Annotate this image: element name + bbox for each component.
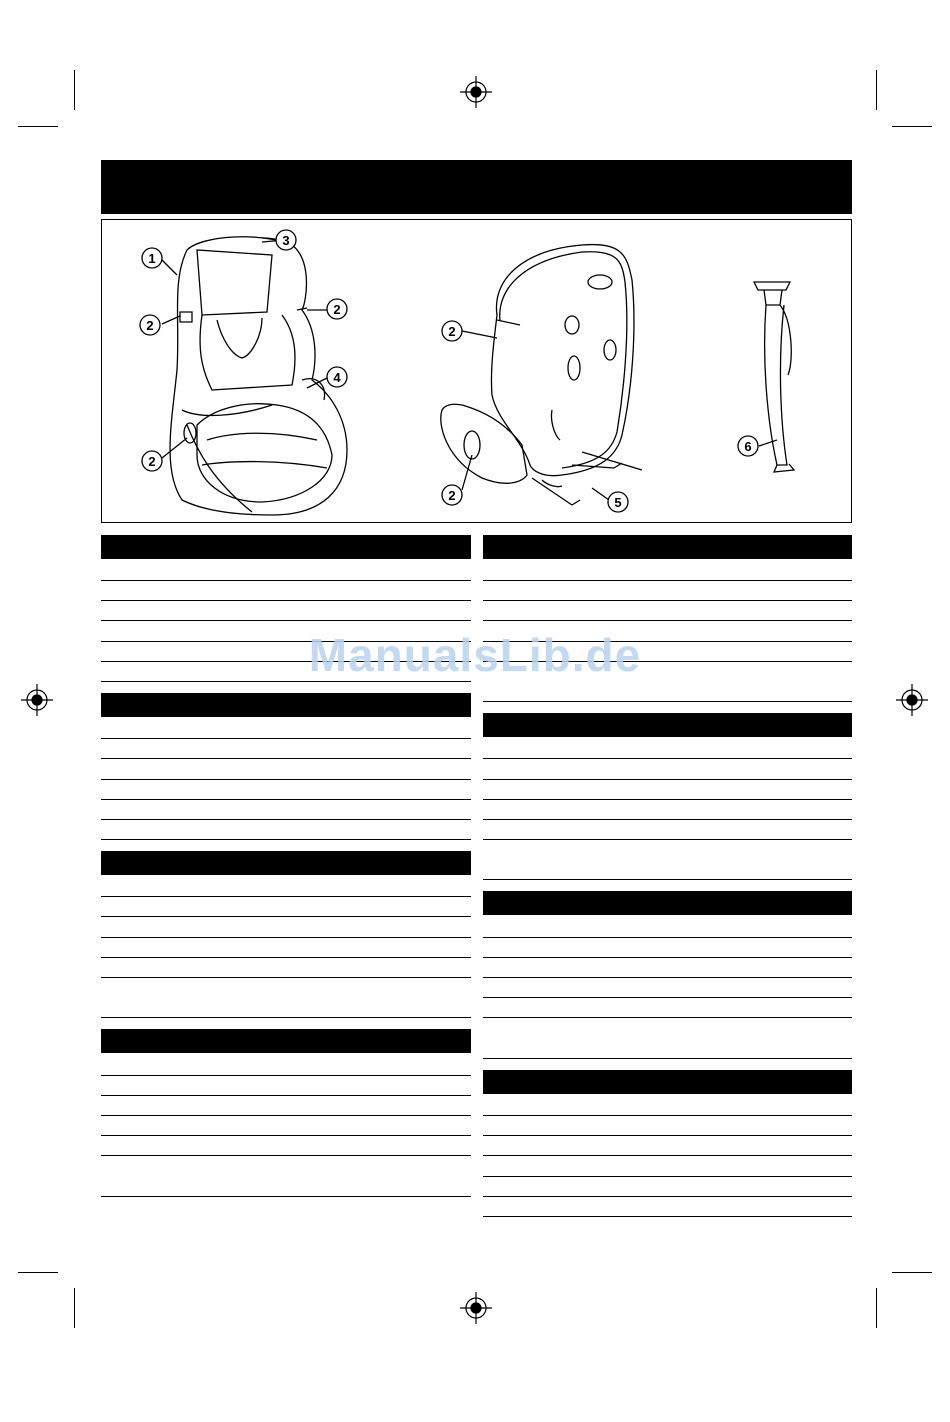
form-line	[101, 779, 471, 780]
form-line	[483, 779, 852, 780]
form-line	[101, 1135, 471, 1136]
section-header	[101, 1029, 471, 1053]
form-line	[101, 916, 471, 917]
title-banner	[101, 160, 852, 214]
section-header	[101, 693, 471, 717]
form-line	[483, 879, 852, 880]
section-header	[483, 891, 852, 915]
form-line	[483, 758, 852, 759]
callout-label: 6	[744, 439, 752, 454]
form-line	[483, 957, 852, 958]
form-line	[101, 1196, 471, 1197]
form-line	[483, 1058, 852, 1059]
booster-seat-rear-drawing	[441, 245, 642, 505]
form-line	[483, 819, 852, 820]
form-line	[101, 977, 471, 978]
form-line	[101, 600, 471, 601]
section-header	[483, 1070, 852, 1094]
form-line	[483, 997, 852, 998]
form-line	[483, 1176, 852, 1177]
form-line	[483, 701, 852, 702]
booster-seat-front-drawing	[170, 237, 347, 515]
form-line	[101, 1115, 471, 1116]
form-line	[483, 1216, 852, 1217]
form-line	[101, 580, 471, 581]
registration-target-icon	[460, 1292, 492, 1324]
callout-label: 5	[614, 495, 622, 510]
form-line	[101, 1075, 471, 1076]
form-line	[483, 977, 852, 978]
car-seat-illustration	[102, 220, 851, 522]
callout-label: 2	[448, 488, 456, 503]
watermark: ManualsLib.de	[308, 629, 642, 681]
form-line	[101, 819, 471, 820]
callout-label: 2	[148, 454, 156, 469]
callout-label: 2	[146, 318, 154, 333]
section-header	[101, 535, 471, 559]
section-header	[483, 535, 852, 559]
form-line	[483, 839, 852, 840]
form-line	[101, 758, 471, 759]
form-line	[101, 937, 471, 938]
callout-label: 3	[282, 233, 290, 248]
section-header	[483, 713, 852, 737]
form-line	[483, 1115, 852, 1116]
form-line	[483, 580, 852, 581]
form-line	[483, 1155, 852, 1156]
callout-label: 4	[333, 370, 341, 385]
form-line	[101, 620, 471, 621]
form-line	[483, 937, 852, 938]
registration-target-icon	[21, 684, 53, 716]
callout-label: 1	[148, 251, 156, 266]
callout-label: 2	[448, 324, 456, 339]
form-line	[483, 799, 852, 800]
form-line	[101, 1017, 471, 1018]
form-line	[101, 1095, 471, 1096]
form-line	[483, 600, 852, 601]
registration-target-icon	[896, 684, 928, 716]
form-line	[101, 839, 471, 840]
figure-callouts	[140, 230, 777, 512]
form-line	[101, 738, 471, 739]
product-figure	[101, 219, 852, 523]
form-line	[101, 957, 471, 958]
form-line	[483, 1196, 852, 1197]
form-line	[101, 1155, 471, 1156]
tether-strap-drawing	[754, 282, 794, 472]
registration-target-icon	[460, 76, 492, 108]
section-header	[101, 851, 471, 875]
form-line	[483, 620, 852, 621]
form-line	[101, 896, 471, 897]
form-line	[101, 799, 471, 800]
callout-label: 2	[333, 302, 341, 317]
form-line	[483, 1135, 852, 1136]
form-line	[483, 1017, 852, 1018]
